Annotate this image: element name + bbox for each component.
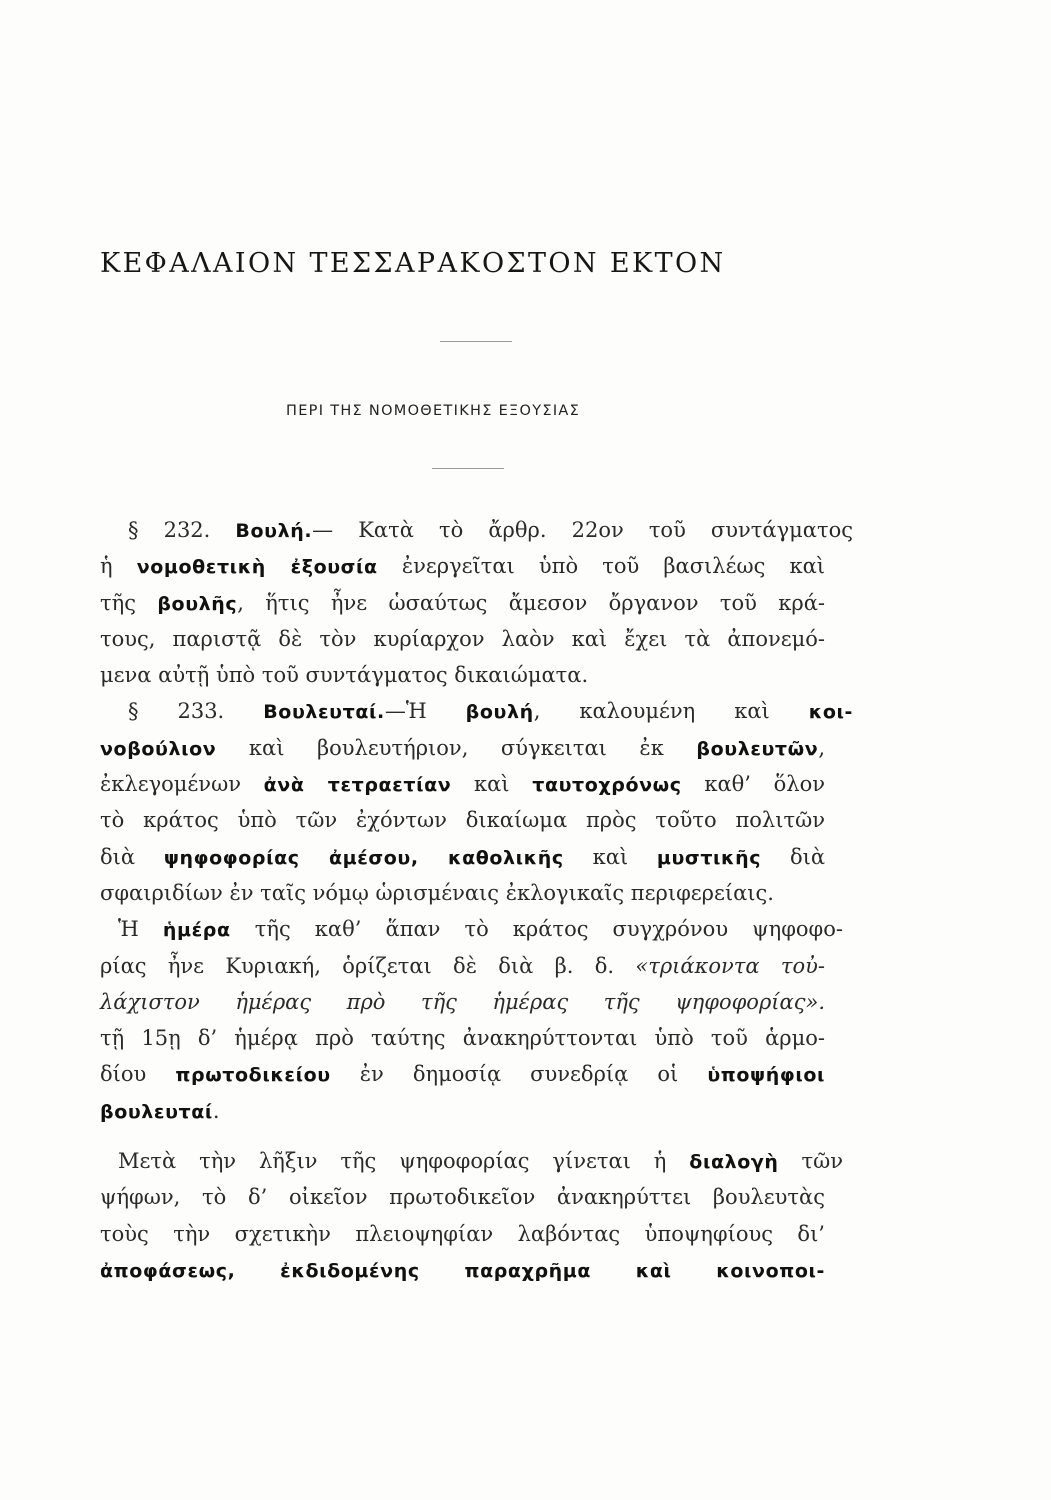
text-run: .: [212, 1098, 220, 1123]
text-line: τὸ κράτος ὑπὸ τῶν ἐχόντων δικαίωμα πρὸς τοῦτο πολιτῶν: [100, 808, 825, 833]
text-run: καὶ βουλευτήριον, σύγκειται ἐκ: [216, 735, 697, 760]
bold-term: βουλή: [465, 701, 534, 724]
text-line: [100, 548, 825, 584]
text-run: Μετὰ τὴν λῆξιν τῆς ψηφοφορίας γίνεται ἡ: [118, 1149, 690, 1174]
text-line: τῇ 15ῃ δ’ ἡμέρᾳ πρὸ ταύτης ἀνακηρύττονται ὑπὸ τοῦ ἁρμο-: [100, 1026, 825, 1051]
paragraph-233: [100, 693, 854, 911]
text-line: [100, 766, 825, 802]
text-run: Ἡ: [118, 917, 163, 942]
text-run: καὶ: [451, 772, 533, 797]
paragraph-gap: [100, 1129, 825, 1143]
text-line: [100, 693, 853, 729]
text-run: τῆς καθ’ ἅπαν τὸ κράτος συγχρόνου ψηφοφο-: [230, 917, 844, 942]
chapter-title: ΚΕΦΑΛΑΙΟΝ ΤΕΣΣΑΡΑΚΟΣΤΟΝ ΕΚΤΟΝ: [100, 248, 726, 279]
italic-quote: λάχιστον ἡμέρας πρὸ τῆς ἡμέρας τῆς ψηφοφορίας».: [100, 989, 825, 1014]
text-line: μενα αὐτῇ ὑπὸ τοῦ συντάγματος δικαιώματα.: [100, 663, 589, 688]
text-run: ἐν δημοσίᾳ συνεδρίᾳ οἱ: [330, 1062, 708, 1087]
bold-term: ψηφοφορίας ἀμέσου, καθολικῆς: [163, 846, 564, 869]
text-run: διὰ: [761, 844, 826, 869]
section-number: § 232.: [128, 518, 236, 542]
section-number: § 233.: [128, 699, 264, 724]
text-line: [100, 512, 853, 548]
text-run: —Ἡ: [384, 699, 466, 724]
text-line: τους, παριστᾷ δὲ τὸν κυρίαρχον λαὸν καὶ ἔχει τὰ ἀπονεμό-: [100, 626, 825, 651]
text-line: [100, 585, 825, 621]
text-line: [100, 1143, 843, 1179]
bold-term: βουλευταί: [100, 1100, 213, 1123]
bold-term: ἀποφάσεως, ἐκδιδομένης παραχρῆμα καὶ κοινοποι-: [100, 1259, 825, 1282]
text-line: [100, 948, 825, 984]
text-line: [100, 730, 825, 766]
text-run: τῶν: [778, 1149, 843, 1174]
text-line: [100, 1056, 825, 1092]
text-line: τοὺς τὴν σχετικὴν πλειοψηφίαν λαβόντας ὑποψηφίους δι’: [100, 1221, 825, 1246]
text-run: τῆς: [100, 590, 158, 615]
text-run: ἡ: [100, 554, 137, 579]
text-line: [100, 911, 843, 947]
paragraph-232: [100, 512, 853, 693]
text-run: , καλουμένη καὶ: [533, 699, 809, 724]
bold-term: νομοθετικὴ ἐξουσία: [136, 556, 378, 579]
bold-term: μυστικῆς: [656, 846, 762, 869]
bold-term: βουλῆς: [157, 592, 238, 615]
text-run: — Κατὰ τὸ ἄρθρ. 22ον τοῦ συντάγματος: [312, 518, 853, 542]
text-line: [100, 984, 825, 1020]
text-run: καὶ: [563, 844, 657, 869]
text-run: ,: [818, 735, 825, 760]
text-line: [100, 1252, 825, 1288]
text-run: βασιλέως: [663, 554, 766, 579]
text-line: σφαιριδίων ἐν ταῖς νόμῳ ὡρισμέναις ἐκλογικαῖς περιφερείαις.: [100, 880, 774, 905]
bold-term: διαλογὴ: [689, 1151, 779, 1174]
bold-term: ὑποψήφιοι: [707, 1064, 825, 1087]
paragraph-election-day: [100, 911, 844, 1129]
section-subtitle: ΠΕΡΙ ΤΗΣ ΝΟΜΟΘΕΤΙΚΗΣ ΕΞΟΥΣΙΑΣ: [286, 403, 581, 419]
section-heading: Βουλευταί.: [263, 701, 385, 724]
bold-term: κοι-: [808, 701, 854, 724]
text-line: [100, 1093, 825, 1129]
text-run: καθ’ ὅλον: [681, 772, 825, 797]
bold-term: νοβούλιον: [100, 737, 217, 760]
paragraph-counting: [100, 1143, 843, 1288]
text-run: δίου: [100, 1062, 176, 1087]
text-run: ἐκλεγομένων: [100, 772, 264, 797]
text-run: διὰ: [100, 844, 164, 869]
text-run: ἐνεργεῖται ὑπὸ τοῦ: [377, 554, 664, 579]
bold-term: ἀνὰ τετραετίαν: [263, 774, 452, 797]
text-line: [100, 839, 825, 875]
text-run: καὶ: [765, 554, 825, 579]
section-heading: Βουλή.: [235, 520, 313, 542]
text-run: ρίας ἦνε Κυριακή, ὁρίζεται δὲ διὰ β. δ.: [100, 953, 636, 978]
bold-term: ταυτοχρόνως: [532, 774, 682, 797]
bold-term: βουλευτῶν: [696, 737, 819, 760]
bold-term: πρωτοδικείου: [175, 1064, 331, 1087]
italic-quote: «τριάκοντα τοὐ-: [635, 953, 825, 978]
divider-rule: [432, 468, 504, 469]
body-text: [100, 512, 854, 1288]
bold-term: ἡμέρα: [162, 919, 231, 942]
text-line: ψήφων, τὸ δ’ οἰκεῖον πρωτοδικεῖον ἀνακηρύττει βουλευτὰς: [100, 1185, 825, 1210]
divider-rule: [440, 341, 512, 342]
text-run: , ἥτις ἦνε ὡσαύτως ἄμεσον ὄργανον τοῦ κρά-: [237, 590, 826, 615]
